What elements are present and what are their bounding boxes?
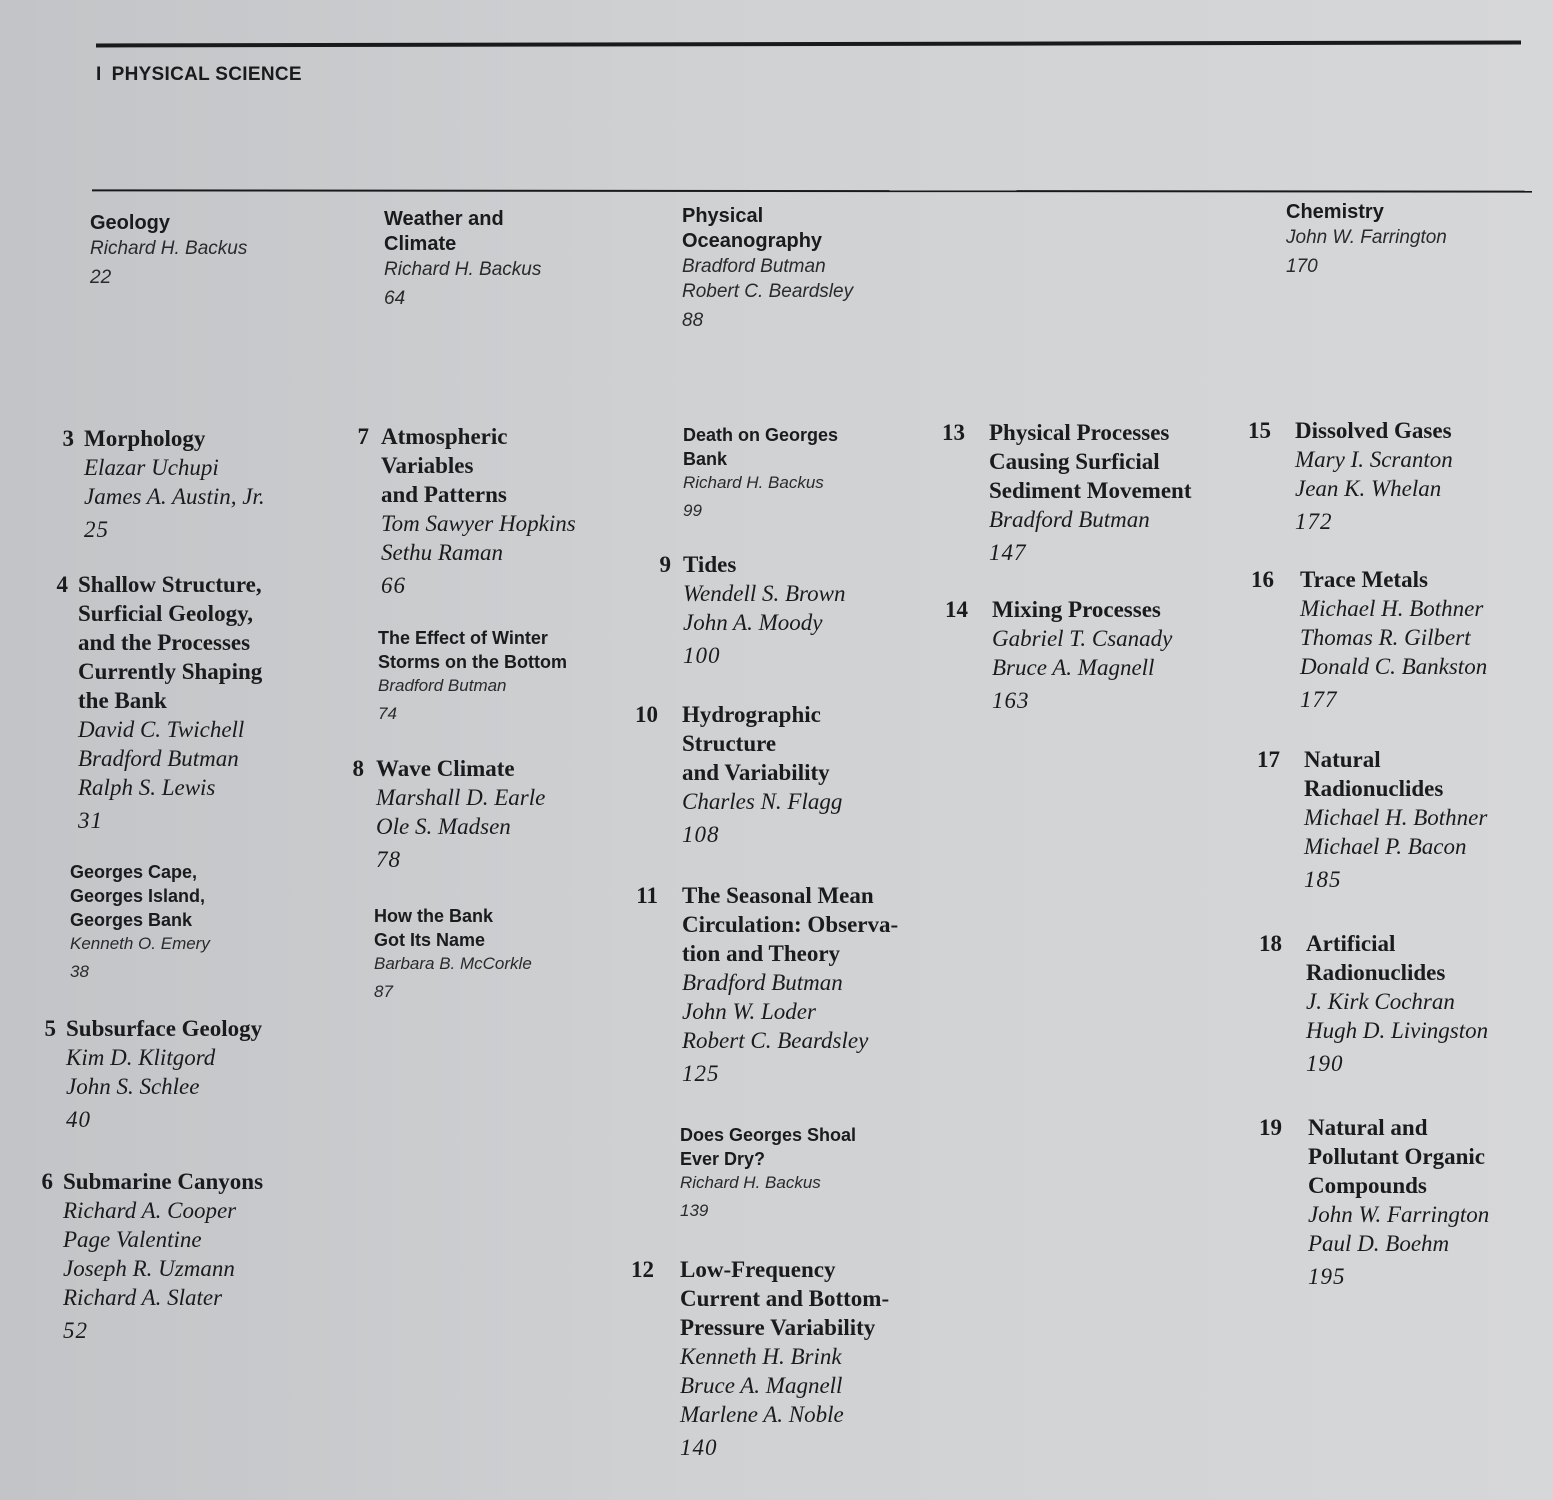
- chapter-number: 15: [1248, 418, 1271, 443]
- chapter-page: 147: [989, 540, 1027, 565]
- chapter-entry-9[interactable]: [659, 550, 846, 670]
- chapter-title-line: Artificial: [1306, 931, 1396, 956]
- chapter-page: 25: [84, 517, 109, 542]
- part-numeral: I: [96, 64, 102, 85]
- chapter-entry-13[interactable]: [942, 418, 1192, 567]
- box-title-line: Does Georges Shoal: [680, 1125, 857, 1145]
- chapter-author: Ole S. Madsen: [376, 814, 511, 839]
- chapter-title-line: Subsurface Geology: [66, 1016, 263, 1041]
- chapter-title-line: Physical Processes: [989, 420, 1170, 445]
- chapter-number: 17: [1257, 747, 1280, 772]
- box-author: Richard H. Backus: [683, 473, 824, 492]
- chapter-entry-6[interactable]: [41, 1167, 264, 1345]
- chapter-author: Richard A. Cooper: [63, 1198, 237, 1223]
- chapter-number: 11: [636, 883, 658, 908]
- chapter-number: 16: [1251, 567, 1274, 592]
- chapter-page: 177: [1300, 687, 1338, 712]
- chapter-title-line: Current and Bottom-: [680, 1286, 890, 1311]
- chapter-title-line: Hydrographic: [682, 702, 821, 727]
- chapter-entry-4[interactable]: [56, 570, 263, 835]
- chapter-page: 40: [66, 1107, 91, 1132]
- chapter-entry-17[interactable]: [1257, 745, 1488, 894]
- chapter-page: 100: [683, 643, 721, 668]
- chapter-title-line: Wave Climate: [376, 756, 515, 781]
- section-author: Robert C. Beardsley: [682, 281, 854, 302]
- chapter-page: 190: [1306, 1051, 1344, 1076]
- chapter-entry-7[interactable]: [357, 422, 576, 600]
- section-page: 64: [384, 288, 406, 309]
- box-page: 87: [374, 982, 393, 1001]
- chapter-number: 9: [659, 552, 671, 577]
- box-author: Bradford Butman: [378, 676, 507, 695]
- chapter-author: Bruce A. Magnell: [680, 1373, 843, 1398]
- chapter-title-line: Structure: [682, 731, 777, 756]
- chapter-page: 52: [63, 1318, 88, 1343]
- box-author: Kenneth O. Emery: [70, 934, 210, 953]
- chapter-author: Bradford Butman: [682, 970, 843, 995]
- chapter-author: J. Kirk Cochran: [1306, 989, 1455, 1014]
- chapter-title-line: Circulation: Observa-: [682, 912, 899, 937]
- section-title: Geology: [90, 212, 171, 234]
- box-title-line: Georges Cape,: [70, 862, 198, 882]
- box-page: 139: [680, 1201, 709, 1220]
- section-page: 22: [90, 267, 112, 288]
- chapter-author: Robert C. Beardsley: [682, 1028, 869, 1053]
- section-rule: [92, 189, 1532, 192]
- box-title-line: How the Bank: [374, 906, 494, 926]
- chapter-author: Gabriel T. Csanady: [992, 626, 1173, 651]
- box-title-line: Ever Dry?: [680, 1149, 766, 1169]
- chapter-author: John W. Loder: [682, 999, 816, 1024]
- chapter-entry-18[interactable]: [1259, 929, 1489, 1078]
- chapter-author: Michael H. Bothner: [1300, 596, 1484, 621]
- chapter-author: James A. Austin, Jr.: [84, 484, 265, 509]
- chapter-author: Bradford Butman: [989, 507, 1150, 532]
- chapter-title-line: Sediment Movement: [989, 478, 1192, 503]
- box-page: 38: [70, 962, 89, 981]
- chapter-title-line: Trace Metals: [1300, 567, 1428, 592]
- feature-box-winter[interactable]: [378, 626, 567, 726]
- feature-box-shoal[interactable]: [680, 1123, 856, 1223]
- section-page: 88: [682, 310, 704, 331]
- section-chemistry[interactable]: [1286, 200, 1447, 279]
- box-title-line: Georges Bank: [70, 910, 193, 930]
- chapter-title-line: Pressure Variability: [680, 1315, 876, 1340]
- chapter-number: 10: [635, 702, 658, 727]
- section-page: 170: [1286, 256, 1318, 277]
- box-page: 99: [683, 501, 702, 520]
- chapter-author: Michael H. Bothner: [1304, 805, 1488, 830]
- part-title: PHYSICAL SCIENCE: [111, 64, 302, 85]
- feature-box-name[interactable]: [374, 904, 532, 1004]
- chapter-author: Jean K. Whelan: [1295, 476, 1442, 501]
- chapter-entry-19[interactable]: [1259, 1113, 1490, 1291]
- chapter-entry-12[interactable]: [631, 1255, 890, 1462]
- chapter-title-line: Atmospheric: [381, 424, 508, 449]
- section-title: Chemistry: [1286, 201, 1384, 223]
- chapter-author: Kim D. Klitgord: [66, 1045, 216, 1070]
- chapter-number: 8: [352, 756, 364, 781]
- chapter-author: Elazar Uchupi: [84, 455, 219, 480]
- chapter-page: 66: [381, 573, 406, 598]
- chapter-entry-8[interactable]: [352, 754, 546, 874]
- feature-box-capes[interactable]: [70, 860, 210, 984]
- feature-box-death[interactable]: [683, 423, 838, 523]
- chapter-title-line: the Bank: [78, 688, 167, 713]
- chapter-page: 125: [682, 1061, 720, 1086]
- section-title-line: Climate: [384, 233, 457, 255]
- box-author: Barbara B. McCorkle: [374, 954, 532, 973]
- section-geology[interactable]: [90, 211, 247, 290]
- section-title-line: Oceanography: [682, 230, 823, 252]
- section-title-line: Weather and: [384, 208, 504, 230]
- box-title-line: Got Its Name: [374, 930, 486, 950]
- section-author: Bradford Butman: [682, 256, 826, 277]
- part-heading: [96, 64, 302, 86]
- chapter-author: David C. Twichell: [78, 717, 245, 742]
- chapter-title-line: and Patterns: [381, 482, 507, 507]
- section-physical-oceanography[interactable]: [682, 204, 853, 333]
- chapter-title-line: Surficial Geology,: [78, 601, 254, 626]
- chapter-number: 5: [44, 1016, 56, 1041]
- top-rule: [96, 41, 1521, 48]
- chapter-title-line: Mixing Processes: [992, 597, 1161, 622]
- chapter-title-line: Currently Shaping: [78, 659, 263, 684]
- section-title-line: Physical: [682, 205, 764, 227]
- chapter-number: 4: [56, 572, 68, 597]
- box-title-line: Storms on the Bottom: [378, 652, 567, 672]
- chapter-page: 163: [992, 688, 1030, 713]
- chapter-author: Page Valentine: [63, 1227, 202, 1252]
- chapter-number: 13: [942, 420, 965, 445]
- chapter-entry-10[interactable]: [635, 700, 843, 849]
- chapter-author: Michael P. Bacon: [1304, 834, 1467, 859]
- section-author: Richard H. Backus: [384, 259, 542, 280]
- chapter-number: 19: [1259, 1115, 1282, 1140]
- chapter-page: 78: [376, 847, 401, 872]
- chapter-author: Thomas R. Gilbert: [1300, 625, 1471, 650]
- chapter-title-line: Tides: [683, 552, 737, 577]
- chapter-title-line: The Seasonal Mean: [682, 883, 874, 908]
- chapter-title-line: tion and Theory: [682, 941, 841, 966]
- chapter-title-line: Causing Surficial: [989, 449, 1160, 474]
- chapter-title-line: and the Processes: [78, 630, 251, 655]
- section-weather[interactable]: [384, 207, 541, 311]
- chapter-author: Mary I. Scranton: [1295, 447, 1453, 472]
- chapter-author: Marlene A. Noble: [680, 1402, 844, 1427]
- chapter-page: 140: [680, 1435, 718, 1460]
- chapter-number: 14: [945, 597, 968, 622]
- chapter-author: Hugh D. Livingston: [1306, 1018, 1489, 1043]
- chapter-entry-14[interactable]: [945, 595, 1173, 715]
- chapter-author: Bruce A. Magnell: [992, 655, 1155, 680]
- section-author: Richard H. Backus: [90, 238, 248, 259]
- chapter-title-line: Morphology: [84, 426, 206, 451]
- chapter-author: John A. Moody: [683, 610, 823, 635]
- chapter-title-line: Shallow Structure,: [78, 572, 262, 597]
- chapter-entry-5[interactable]: [44, 1014, 263, 1134]
- chapter-author: Paul D. Boehm: [1308, 1231, 1450, 1256]
- chapter-author: John S. Schlee: [66, 1074, 200, 1099]
- chapter-author: Tom Sawyer Hopkins: [381, 511, 576, 536]
- chapter-title-line: Radionuclides: [1304, 776, 1444, 801]
- chapter-entry-11[interactable]: [636, 881, 899, 1088]
- chapter-title-line: Dissolved Gases: [1295, 418, 1452, 443]
- chapter-author: Bradford Butman: [78, 746, 239, 771]
- chapter-author: John W. Farrington: [1308, 1202, 1490, 1227]
- box-title-line: Death on Georges: [683, 425, 839, 445]
- chapter-title-line: Pollutant Organic: [1308, 1144, 1485, 1169]
- chapter-number: 12: [631, 1257, 654, 1282]
- chapter-title-line: Variables: [381, 453, 474, 478]
- chapter-title-line: Low-Frequency: [680, 1257, 836, 1282]
- chapter-author: Kenneth H. Brink: [680, 1344, 842, 1369]
- chapter-number: 3: [62, 426, 74, 451]
- chapter-number: 18: [1259, 931, 1282, 956]
- chapter-author: Marshall D. Earle: [376, 785, 546, 810]
- chapter-title-line: Submarine Canyons: [63, 1169, 264, 1194]
- box-page: 74: [378, 704, 397, 723]
- section-author: John W. Farrington: [1286, 227, 1447, 248]
- chapter-page: 31: [78, 808, 103, 833]
- chapter-title-line: Compounds: [1308, 1173, 1427, 1198]
- chapter-page: 108: [682, 822, 720, 847]
- chapter-title-line: and Variability: [682, 760, 830, 785]
- chapter-author: Charles N. Flagg: [682, 789, 843, 814]
- chapter-number: 6: [41, 1169, 53, 1194]
- box-author: Richard H. Backus: [680, 1173, 821, 1192]
- chapter-author: Richard A. Slater: [63, 1285, 223, 1310]
- box-title-line: The Effect of Winter: [378, 628, 548, 648]
- chapter-entry-3[interactable]: [62, 424, 265, 544]
- chapter-page: 195: [1308, 1264, 1346, 1289]
- chapter-page: 185: [1304, 867, 1342, 892]
- chapter-number: 7: [357, 424, 369, 449]
- chapter-author: Ralph S. Lewis: [78, 775, 216, 800]
- chapter-title-line: Natural: [1304, 747, 1381, 772]
- chapter-entry-15[interactable]: [1248, 416, 1453, 536]
- chapter-title-line: Radionuclides: [1306, 960, 1446, 985]
- chapter-author: Sethu Raman: [381, 540, 504, 565]
- chapter-entry-16[interactable]: [1251, 565, 1488, 714]
- chapter-author: Wendell S. Brown: [683, 581, 846, 606]
- box-title-line: Bank: [683, 449, 728, 469]
- box-title-line: Georges Island,: [70, 886, 206, 906]
- chapter-title-line: Natural and: [1308, 1115, 1428, 1140]
- chapter-author: Donald C. Bankston: [1300, 654, 1488, 679]
- chapter-author: Joseph R. Uzmann: [63, 1256, 235, 1281]
- chapter-page: 172: [1295, 509, 1333, 534]
